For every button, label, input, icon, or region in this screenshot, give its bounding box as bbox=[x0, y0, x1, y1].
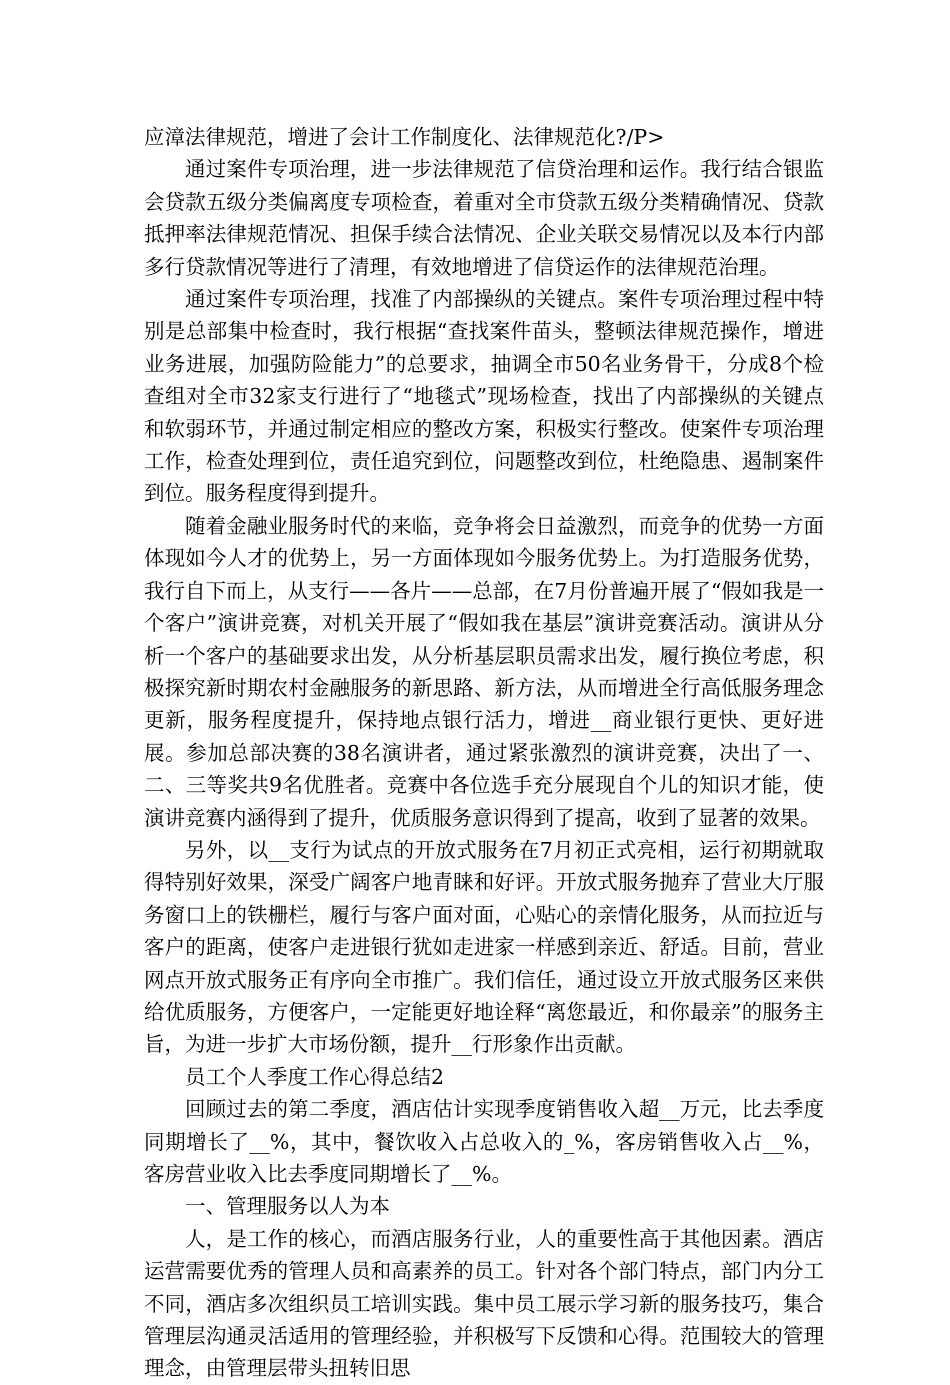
paragraph-internal-control: 通过案件专项治理，找准了内部操纵的关键点。案件专项治理过程中特别是总部集中检查时，我行根据“查找案件苗头，整顿法律规范操作，增进业务进展，加强防险能力”的总要求，抽调全市50名业务骨干，分成8个检查组对全市32家支行进行了“地毯式”现场检查，找出了内部操纵的关键点和软弱环节，并通过制定相应的整改方案，积极实行整改。使案件专项治理工作，检查处理到位，责任追究到位，问题整改到位，杜绝隐患、遏制案件到位。服务程度得到提升。 bbox=[144, 287, 824, 506]
paragraph-quarter-review: 回顾过去的第二季度，酒店估计实现季度销售收入超__万元，比去季度同期增长了__%，其中，餐饮收入占总收入的_%，客房销售收入占__%，客房营业收入比去季度同期增长了__%。 bbox=[144, 1097, 824, 1186]
paragraph-people-core: 人，是工作的核心，而酒店服务行业，人的重要性高于其他因素。酒店运营需要优秀的管理人员和高素养的员工。针对各个部门特点，部门内分工不同，酒店多次组织员工培训实践。集中员工展示学习新的服务技巧，集合管理层沟通灵活适用的管理经验，并积极写下反馈和心得。范围较大的管理理念，由管理层带头扭转旧思 bbox=[144, 1226, 824, 1381]
paragraph-service-competition: 随着金融业服务时代的来临，竞争将会日益激烈，而竞争的优势一方面体现如今人才的优势上，另一方面体现如今服务优势上。为打造服务优势，我行自下而上，从支行——各片——总部，在7月份普遍开展了“假如我是一个客户”演讲竞赛，对机关开展了“假如我在基层”演讲竞赛活动。演讲从分析一个客户的基础要求出发，从分析基层职员需求出发，履行换位考虑，积极探究新时期农村金融服务的新思路、新方法，从而增进全行高低服务理念更新，服务程度提升，保持地点银行活力，增进__商业银行更快、更好进展。参加总部决赛的38名演讲者，通过紧张激烈的演讲竞赛，决出了一、二、三等奖共9名优胜者。竞赛中各位选手充分展现自个儿的知识才能，使演讲竞赛内涵得到了提升，优质服务意识得到了提高，收到了显著的效果。 bbox=[144, 513, 824, 830]
paragraph-continuation: 应漳法律规范，增进了会计工作制度化、法律规范化?/P> bbox=[144, 125, 665, 149]
document-page bbox=[144, 121, 824, 1385]
paragraph-credit-management: 通过案件专项治理，进一步法律规范了信贷治理和运作。我行结合银监会贷款五级分类偏离度专项检查，着重对全市贷款五级分类精确情况、贷款抵押率法律规范情况、担保手续合法情况、企业关联交易情况以及本行内部多行贷款情况等进行了清理，有效地增进了信贷运作的法律规范治理。 bbox=[144, 157, 824, 279]
section-heading-people-first: 一、管理服务以人为本 bbox=[185, 1194, 390, 1219]
paragraph-open-service: 另外，以__支行为试点的开放式服务在7月初正式亮相，运行初期就取得特别好效果，深受广阔客户地青睐和好评。开放式服务抛弃了营业大厅服务窗口上的铁栅栏，履行与客户面对面，心贴心的亲情化服务，从而拉近与客户的距离，使客户走进银行犹如走进家一样感到亲近、舒适。目前，营业网点开放式服务正有序向全市推广。我们信任，通过设立开放式服务区来供给优质服务，方便客户，一定能更好地诠释“离您最近，和你最亲”的服务主旨，为进一步扩大市场份额，提升__行形象作出贡献。 bbox=[144, 837, 824, 1057]
section-heading-summary-2: 员工个人季度工作心得总结2 bbox=[185, 1064, 445, 1089]
